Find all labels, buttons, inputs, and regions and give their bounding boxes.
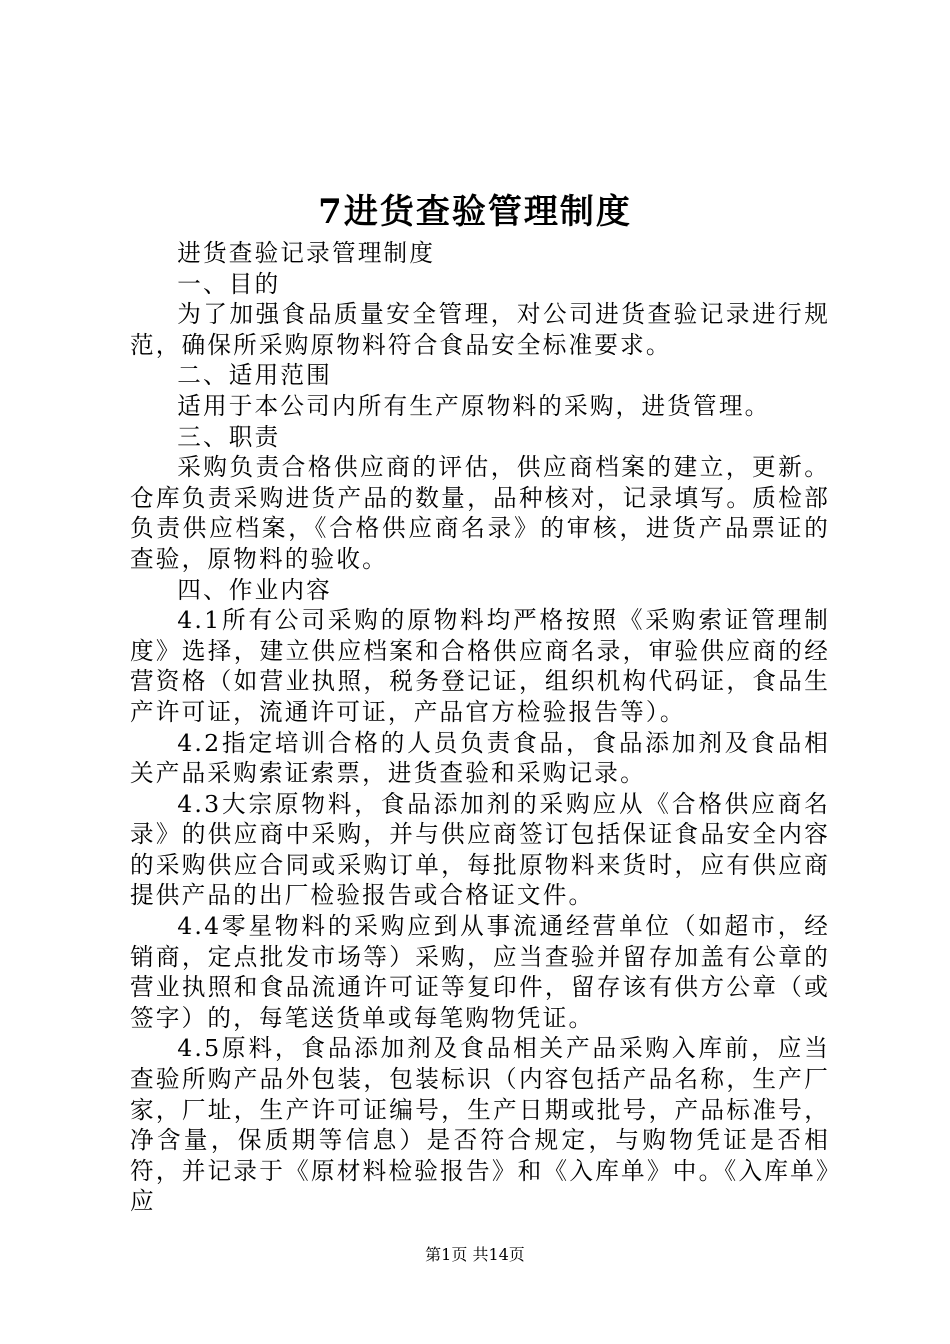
section-heading: 四、作业内容 [177, 575, 332, 604]
paragraph: 适用于本公司内所有生产原物料的采购，进货管理。 [177, 391, 771, 420]
paragraph: 4.3大宗原物料，食品添加剂的采购应从《合格供应商名录》的供应商中采购，并与供应商签订包括保证食品安全内容的采购供应合同或采购订单，每批原物料来货时，应有供应商提供产品的出厂检验报告或合格证文件。 [130, 789, 830, 910]
section-heading: 二、适用范围 [177, 361, 332, 390]
document-body [130, 238, 830, 1217]
page-number-footer: 第1页 共14页 [425, 1245, 525, 1264]
section-heading: 一、目的 [177, 269, 281, 298]
paragraph: 4.2指定培训合格的人员负责食品，食品添加剂及食品相关产品采购索证索票，进货查验和采购记录。 [130, 728, 830, 788]
paragraph: 4.1所有公司采购的原物料均严格按照《采购索证管理制度》选择，建立供应档案和合格供应商名录，审验供应商的经营资格（如营业执照，税务登记证，组织机构代码证，食品生产许可证，流通许可证，产品官方检验报告等）。 [130, 606, 830, 726]
paragraph: 进货查验记录管理制度 [177, 239, 436, 267]
paragraph: 采购负责合格供应商的评估，供应商档案的建立，更新。仓库负责采购进货产品的数量，品种核对，记录填写。质检部负责供应档案，《合格供应商名录》的审核，进货产品票证的查验，原物料的验收。 [130, 453, 830, 573]
paragraph: 4.4零星物料的采购应到从事流通经营单位（如超市，经销商，定点批发市场等）采购，应当查验并留存加盖有公章的营业执照和食品流通许可证等复印件，留存该有供方公章（或签字）的，每笔送货单或每笔购物凭证。 [130, 912, 830, 1032]
document-title: 7进货查验管理制度 [318, 192, 632, 232]
paragraph: 4.5原料，食品添加剂及食品相关产品采购入库前，应当查验所购产品外包装，包装标识（内容包括产品名称，生产厂家，厂址，生产许可证编号，生产日期或批号，产品标准号，净含量，保质期等信息）是否符合规定，与购物凭证是否相符，并记录于《原材料检验报告》和《入库单》中。《入库单》应 [130, 1034, 830, 1216]
paragraph: 为了加强食品质量安全管理，对公司进货查验记录进行规范，确保所采购原物料符合食品安全标准要求。 [130, 300, 830, 359]
section-heading: 三、职责 [177, 422, 281, 451]
